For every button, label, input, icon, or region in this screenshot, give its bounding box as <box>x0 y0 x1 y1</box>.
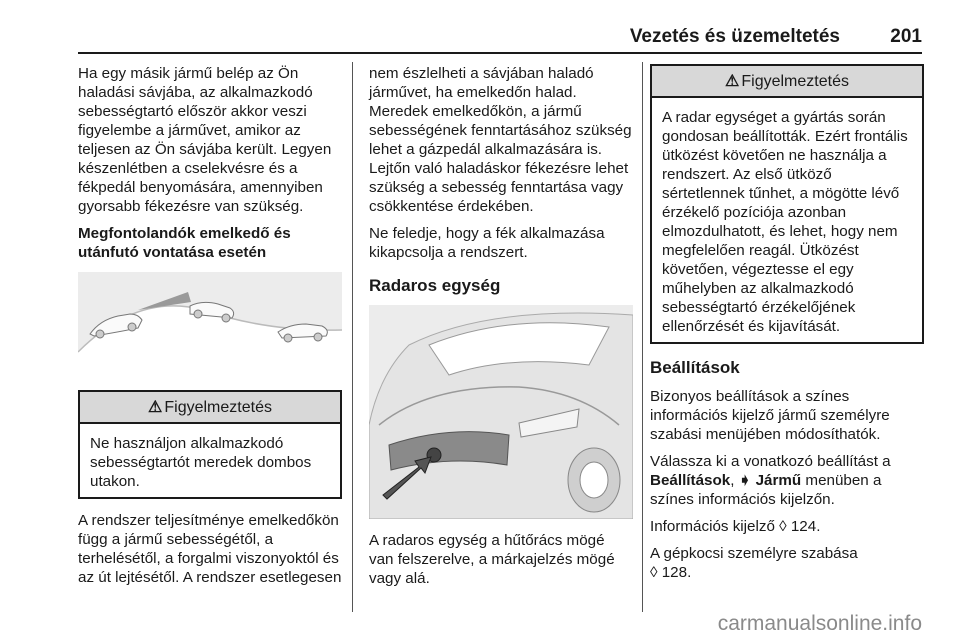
hill-illustration <box>78 272 342 378</box>
paragraph: A rendszer teljesítménye emelkedőkön függ a jármű sebességétől, a terhelésétől, a forgalmi viszonyoktól és az út lejtésétől. A rendszer esetlegesen <box>78 512 342 586</box>
warning-text: A radar egységet a gyártás során gondosan beállították. Ezért frontális ütközést követően ne használja a rendszert. Az első ütköző sértetlennek tűnhet, a mögötte lévő érzékelő pozíciója azonban elmozdulhatott, és lehet, hogy nem megfelelően reagál. Ütközést követően, végeztesse el egy műhelyben az alkalmazkodó sebességtartó érzékelőjének ellenőrzését és kijavítását. <box>662 109 908 335</box>
column-divider <box>642 62 643 612</box>
warning-icon: ⚠ <box>148 399 163 416</box>
section-heading: Beállítások <box>650 358 740 377</box>
warning-title: Figyelmeztetés <box>164 399 272 416</box>
warning-header <box>652 66 922 98</box>
paragraph: Ha egy másik jármű belép az Ön haladási sávjába, az alkalmazkodó sebességtartó először akkor veszi figyelembe a járművet, amikor az teljesen az Ön sávjába került. Legyen készenlétben a cselekvésre és a fékpedál benyomására, amennyiben gyorsabb fékezésre van szükség. <box>78 65 332 215</box>
column-divider <box>352 62 353 612</box>
paragraph: A gépkocsi személyre szabása ◊ 128. <box>650 545 858 581</box>
paragraph: Válassza ki a vonatkozó beállítást a Beállítások, ➧ Jármű menüben a színes információs kijelzőn. <box>650 453 891 508</box>
cars-on-hill-drawing <box>78 272 342 378</box>
paragraph: Információs kijelző ◊ 124. <box>650 518 821 535</box>
subheading: Megfontolandók emelkedő és utánfutó vontatása esetén <box>78 225 291 261</box>
paragraph: nem észlelheti a sávjában haladó járművet, ha emelkedőn halad. Meredek emelkedőkön, a jármű sebességének fenntartásához szükség lehet a gázpedál alkalmazására is. Lejtőn való haladáskor fékezésre lehet szükség a sebesség fenntartása vagy csökkentése érdekében. <box>369 65 632 215</box>
paragraph: Ne feledje, hogy a fék alkalmazása kikapcsolja a rendszert. <box>369 225 605 261</box>
warning-text: Ne használjon alkalmazkodó sebességtartót meredek dombos utakon. <box>90 435 312 490</box>
paragraph: Bizonyos beállítások a színes információs kijelző jármű személyre szabási menüjében módosíthatók. <box>650 388 890 443</box>
header-title: Vezetés és üzemeltetés <box>629 26 840 47</box>
car-front-drawing <box>369 305 633 519</box>
page-reference: ◊ 128. <box>650 564 692 581</box>
warning-box <box>650 64 924 344</box>
figure-caption: A radaros egység a hűtőrács mögé van felszerelve, a márkajelzés mögé vagy alá. <box>369 532 615 587</box>
page-header <box>78 18 922 54</box>
section-heading: Radaros egység <box>369 276 501 295</box>
column-3 <box>650 64 924 590</box>
warning-box <box>78 390 342 499</box>
column-2 <box>369 64 633 596</box>
warning-icon: ⚠ <box>725 73 740 90</box>
column-1 <box>78 64 342 595</box>
warning-title: Figyelmeztetés <box>741 73 849 90</box>
arrow-icon: ➧ <box>738 472 752 489</box>
warning-header <box>80 392 340 424</box>
watermark: carmanualsonline.info <box>717 612 922 635</box>
text: Válassza ki a vonatkozó beállítást a <box>650 453 891 470</box>
menu-path-vehicle: Jármű <box>751 472 802 489</box>
page-number: 201 <box>890 26 922 47</box>
radar-unit-illustration <box>369 305 633 519</box>
menu-path-settings: Beállítások <box>650 472 731 489</box>
page-reference: ◊ 124. <box>779 518 821 535</box>
